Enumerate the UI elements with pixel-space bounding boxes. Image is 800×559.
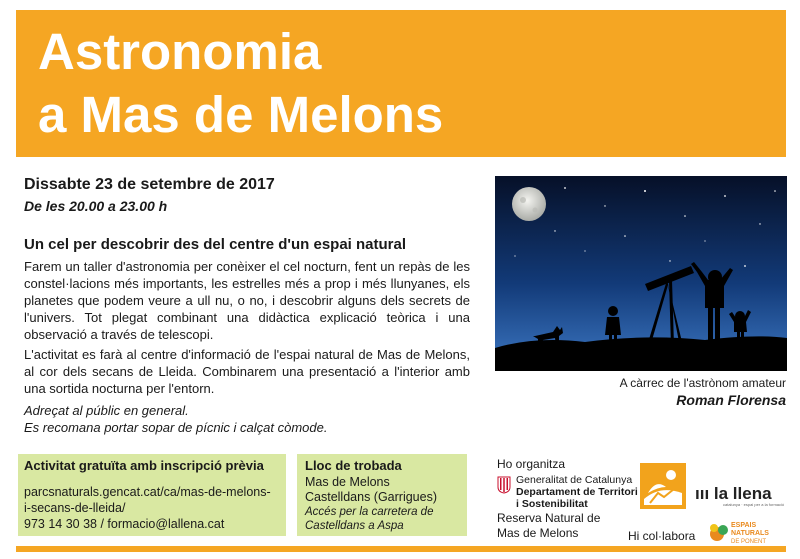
speaker-name: Roman Florensa bbox=[676, 392, 786, 408]
registration-url-line-1[interactable]: parcsnaturals.gencat.cat/ca/mas-de-melons- bbox=[24, 485, 271, 499]
generalitat-line-2: Departament de Territori bbox=[516, 486, 638, 498]
description-paragraph-2: L'activitat es farà al centre d'informació de l'espai natural de Mas de Melons, al cor dels secans de Lleida. Combinarem una presentació a l'interior amb una sortida nocturna per l'entorn. bbox=[24, 347, 470, 396]
meeting-access-2: Castelldans a Aspa bbox=[305, 520, 404, 532]
registration-heading: Activitat gratuïta amb inscripció prèvia bbox=[24, 458, 264, 473]
meeting-heading: Lloc de trobada bbox=[305, 458, 402, 473]
meeting-point-box bbox=[297, 454, 467, 536]
generalitat-logo-text bbox=[516, 474, 638, 510]
title-line-1: Astronomia bbox=[38, 23, 322, 80]
reserva-line-1: Reserva Natural de bbox=[497, 511, 601, 525]
generalitat-shield-icon bbox=[497, 476, 511, 494]
la-llena-logo bbox=[695, 480, 785, 508]
collaborator-label: Hi col·labora bbox=[628, 529, 696, 543]
speaker-credit-label: A càrrec de l'astrònom amateur bbox=[619, 376, 786, 390]
night-sky-telescope-photo bbox=[495, 176, 787, 371]
espais-naturals-logo bbox=[707, 518, 789, 548]
event-hours: De les 20.00 a 23.00 h bbox=[24, 198, 168, 214]
description-paragraph-1: Farem un taller d'astronomia per conèixer el cel nocturn, fent un repàs de les constel·lacions més importants, les estrelles més a prop i més llunyanes, els planetes que podem veure a ull nu, o no, i descobrir alguns dels secrets de l'univers. Tot plegat combinant una didàctica explicació teòrica i una observació a través de telescopi. bbox=[24, 259, 470, 342]
reserva-natural-logo-icon bbox=[640, 463, 686, 509]
generalitat-line-1: Generalitat de Catalunya bbox=[516, 474, 633, 486]
recommendation-note: Es recomana portar sopar de pícnic i calçat còmode. bbox=[24, 420, 328, 435]
svg-text:ııı la llena: ııı la llena bbox=[695, 484, 772, 503]
title-line-2: a Mas de Melons bbox=[38, 86, 444, 143]
bottom-orange-bar bbox=[16, 546, 786, 552]
svg-text:DE PONENT: DE PONENT bbox=[731, 539, 767, 545]
event-subtitle: Un cel per descobrir des del centre d'un espai natural bbox=[24, 236, 407, 253]
organizers-label: Ho organitza bbox=[497, 457, 566, 471]
registration-box bbox=[18, 454, 286, 536]
event-date: Dissabte 23 de setembre de 2017 bbox=[24, 176, 275, 193]
reserva-natural-label bbox=[497, 511, 600, 541]
meeting-place: Mas de Melons bbox=[305, 475, 390, 489]
registration-url-line-2[interactable]: i-secans-de-lleida/ bbox=[24, 501, 126, 515]
svg-text:catalunya · espai per a la for: catalunya · espai per a la formació bbox=[723, 502, 785, 507]
svg-text:ESPAIS: ESPAIS bbox=[731, 522, 757, 529]
svg-text:NATURALS: NATURALS bbox=[731, 530, 769, 537]
meeting-access-1: Accés per la carretera de bbox=[305, 506, 434, 518]
meeting-town: Castelldans (Garrigues) bbox=[305, 490, 437, 504]
registration-contact[interactable]: 973 14 30 38 / formacio@lallena.cat bbox=[24, 517, 225, 531]
title-banner bbox=[16, 10, 786, 157]
generalitat-line-3: i Sostenibilitat bbox=[516, 498, 588, 510]
audience-note: Adreçat al públic en general. bbox=[24, 403, 189, 418]
reserva-line-2: Mas de Melons bbox=[497, 526, 579, 540]
